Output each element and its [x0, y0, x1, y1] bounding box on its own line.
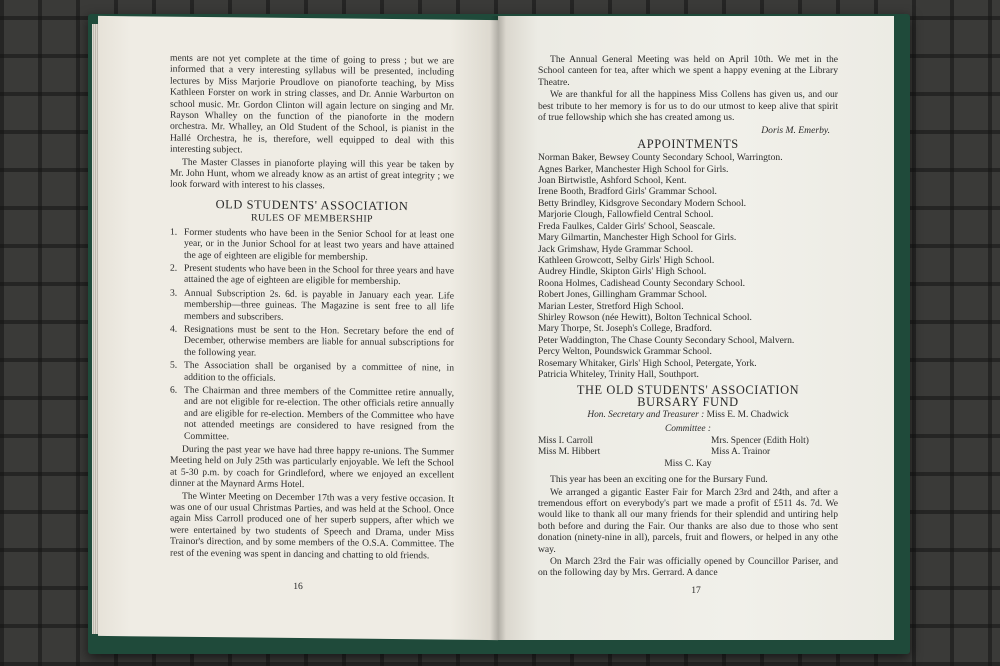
rule-item	[170, 263, 454, 289]
committee-member: Miss A. Trainor	[711, 447, 771, 458]
right-page	[498, 16, 894, 640]
committee-members	[538, 436, 838, 459]
appointment-item: Percy Welton, Poundswick Grammar School.	[538, 346, 712, 358]
appointment-item: Patricia Whiteley, Trinity Hall, Southport.	[538, 368, 699, 380]
bursary-fund-heading-line-1: THE OLD STUDENTS' ASSOCIATION	[576, 383, 800, 398]
bursary-intro-paragraph: This year has been an exciting one for the Bursary Fund.	[550, 474, 768, 486]
rules-list	[170, 226, 454, 444]
page-number-right: 17	[691, 585, 701, 596]
rule-number: 5.	[170, 359, 178, 371]
appointment-item: Mary Thorpe, St. Joseph's College, Bradford.	[538, 323, 712, 335]
rule-item	[170, 360, 454, 386]
rule-item	[170, 385, 454, 445]
committee-label: Committee :	[664, 423, 712, 434]
rule-text: The Association shall be organised by a committee of nine, in addition to the officials.	[184, 359, 454, 384]
left-intro-paragraph-2: The Master Classes in pianoforte playing will this year be taken by Mr. John Hunt, whom we already know as an artist of great integrity ; we look forward with interest to his classes.	[170, 156, 454, 192]
rules-subheading: RULES OF MEMBERSHIP	[250, 212, 374, 226]
agm-paragraph: The Annual General Meeting was held on April 10th. We met in the School canteen for tea, after which we spent a happy evening at the Library Theatre.	[538, 54, 838, 88]
appointment-item: Joan Birtwistle, Ashford School, Kent.	[538, 175, 687, 187]
rule-text: Former students who have been in the Senior School for at least one year, or in the Junior School for at least two years and have attained the age of eighteen are eligible for membership.	[184, 226, 454, 263]
signature: Doris M. Emerby.	[761, 125, 830, 137]
easter-fair-paragraph: We arranged a gigantic Easter Fair for March 23rd and 24th, and after a tremendous effort on everybody's part we made a profit of £511 4s. 7d. We would like to thank all our many friends for their splendid and untiring help both before and during the Fair. Our thanks are also due to those who sent donation (ninety-nine in all), parcels, fruit and flowers, or helped in any othe way.	[538, 486, 838, 555]
rule-text: Resignations must be sent to the Hon. Secretary before the end of December, otherwise members are liable for annual subscriptions for the following year.	[184, 323, 454, 359]
appointment-item: Kathleen Growcott, Selby Girls' High School.	[538, 254, 715, 266]
appointment-item: Mary Gilmartin, Manchester High School for Girls.	[538, 232, 737, 244]
committee-member: Miss I. Carroll	[538, 436, 593, 446]
appointment-item: Robert Jones, Gillingham Grammar School.	[538, 289, 707, 301]
committee-member: Miss M. Hibbert	[538, 447, 601, 458]
tribute-paragraph: We are thankful for all the happiness Miss Collens has given us, and our best tribute to her memory is for us to do our utmost to keep alive that spirit of true fellowship which she has created among us.	[538, 89, 838, 124]
committee-member: Mrs. Spencer (Edith Holt)	[711, 436, 809, 446]
rule-number: 2.	[170, 262, 178, 274]
fair-opening-paragraph: On March 23rd the Fair was officially opened by Councillor Pariser, and on the following day by Mrs. Gerrard. A dance	[538, 556, 838, 579]
osa-section-heading: OLD STUDENTS' ASSOCIATION	[215, 197, 409, 214]
rule-item	[170, 226, 454, 263]
treasurer-line	[538, 410, 838, 421]
rule-number: 6.	[170, 384, 178, 396]
appointment-item: Freda Faulkes, Calder Girls' School, Seascale.	[538, 220, 716, 232]
rule-item	[170, 287, 454, 324]
rule-item	[170, 324, 454, 361]
appointment-item: Marian Lester, Stretford High School.	[538, 300, 684, 312]
left-page	[98, 16, 498, 640]
rule-text: The Chairman and three members of the Committee retire annually, and are not eligible for re-election. The other officials retire annually and are eligible for re-election. Members of the Committee who have not attended meetings are considered to have resigned from the Committee.	[184, 384, 454, 442]
appointment-item: Roona Holmes, Cadishead County Secondary School.	[538, 277, 746, 289]
appointment-item: Irene Booth, Bradford Girls' Grammar School.	[538, 186, 717, 198]
treasurer-label: Hon. Secretary and Treasurer :	[587, 410, 705, 421]
reunion-paragraph: During the past year we have had three happy re-unions. The Summer Meeting held on July 25th was particularly enjoyable. We left the School at 5-30 p.m. by coach for Grindleford, where we enjoyed an excellent dinner at the Maynard Arms Hotel.	[170, 443, 454, 491]
rule-number: 4.	[170, 323, 178, 335]
rule-text: Annual Subscription 2s. 6d. is payable in January each year. Life membership—three guineas. The Magazine is sent free to all life members and subscribers.	[184, 287, 454, 323]
book-gutter	[490, 16, 506, 640]
page-number-left: 16	[293, 580, 303, 593]
winter-meeting-paragraph: The Winter Meeting on December 17th was a very festive occasion. It was one of our usual Christmas Parties, and was held at the School. Once again Miss Carroll produced one of her superb suppers, after which we were entertained by two students of Speech and Drama, under Miss Trainor's direction, and by some members of the O.S.A. Committee. The rest of the evening was spent in dancing and chatting to old friends.	[170, 490, 454, 562]
appointment-item: Agnes Barker, Manchester High School for Girls.	[538, 163, 729, 175]
treasurer-name: Miss E. M. Chadwick	[706, 410, 789, 421]
committee-member: Miss C. Kay	[664, 458, 712, 469]
appointments-heading: APPOINTMENTS	[637, 136, 739, 151]
appointment-item: Audrey Hindle, Skipton Girls' High School.	[538, 266, 707, 278]
appointment-item: Peter Waddington, The Chase County Secondary School, Malvern.	[538, 334, 795, 346]
left-intro-paragraph-1: ments are not yet complete at the time of going to press ; but we are informed that a very interesting syllabus will be presented, including lectures by Miss Marjorie Proudlove on pianoforte teaching, by Miss Kathleen Forster on work in string classes, and Dr. Annie Warburton on school music. Mr. Gordon Clinton will again lecture on singing and Mr. Rayson Whalley on the function of the pianoforte in the modern orchestra. Mr. Whalley, an Old Student of the School, is pianist in the Hallé Orchestra, he is, therefore, well equipped to deal with this interesting subject.	[170, 52, 454, 156]
appointment-item: Marjorie Clough, Fallowfield Central School.	[538, 209, 714, 221]
appointment-item: Betty Brindley, Kidsgrove Secondary Modern School.	[538, 197, 747, 209]
rule-text: Present students who have been in the School for three years and have attained the age of eighteen are eligible for membership.	[184, 262, 454, 288]
appointment-item: Jack Grimshaw, Hyde Grammar School.	[538, 243, 693, 255]
appointments-list	[538, 152, 838, 380]
bursary-fund-heading-line-2: BURSARY FUND	[637, 394, 739, 409]
appointment-item: Rosemary Whitaker, Girls' High School, Petergate, York.	[538, 357, 757, 369]
left-page-content	[170, 53, 454, 563]
appointment-item: Norman Baker, Bewsey County Secondary School, Warrington.	[538, 152, 783, 164]
rule-number: 1.	[170, 226, 178, 238]
appointment-item: Shirley Rowson (née Hewitt), Bolton Technical School.	[538, 311, 752, 323]
right-page-content	[538, 54, 838, 580]
rule-number: 3.	[170, 287, 178, 299]
